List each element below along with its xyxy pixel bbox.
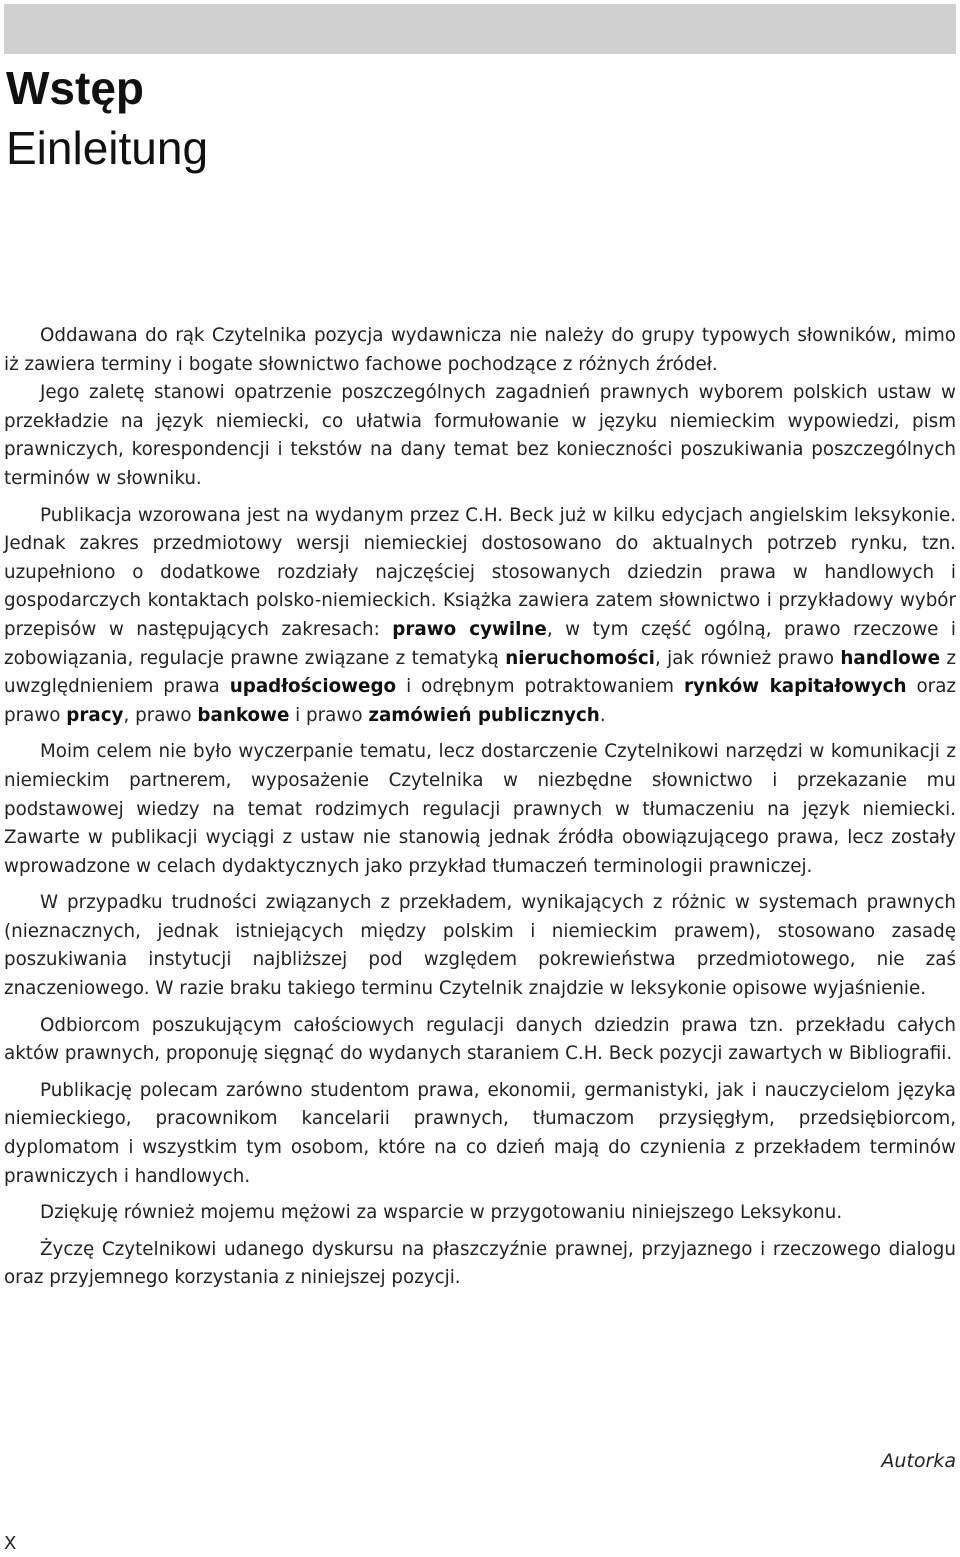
p3-bold-1: prawo cywilne [392, 618, 547, 640]
paragraph-1: Oddawana do rąk Czytelnika pozycja wydawnicza nie należy do grupy typowych słowników, mimo iż zawiera terminy i bogate słownictwo fachowe pochodzące z różnych źródeł. [4, 325, 956, 375]
p3-bold-4: upadłościowego [229, 676, 397, 698]
title-german: Einleitung [6, 122, 209, 174]
p3-bold-5: rynków kapitałowych [683, 676, 907, 698]
body-text [4, 322, 956, 1293]
page-number: X [4, 1533, 17, 1554]
paragraph-9: Życzę Czytelnikowi udanego dyskursu na płaszczyźnie prawnej, przyjaznego i rzeczowego dialogu oraz przyjemnego korzystania z niniejszej pozycji. [4, 1238, 956, 1289]
p3-text-6: oraz prawo [4, 676, 956, 726]
title-polish: Wstęp [6, 62, 144, 114]
p3-text-4: z uwzględnieniem prawa [4, 647, 956, 698]
p3-bold-3: handlowe [840, 647, 940, 669]
p3-text-2: , w tym część ogólną, prawo rzeczowe i zobowiązania, regulacje prawne związane z tematyką [4, 618, 957, 669]
p3-text-8: i prawo [289, 704, 369, 726]
paragraph-8: Dziękuję również mojemu mężowi za wsparcie w przygotowaniu niniejszego Leksykonu. [40, 1202, 843, 1224]
p3-bold-2: nieruchomości [505, 647, 655, 669]
paragraph-7: Publikację polecam zarówno studentom prawa, ekonomii, germanistyki, jak i nauczycielom języka niemieckiego, pracownikom kancelarii prawnych, tłumaczom przysięgłym, przedsiębiorcom, dyplomatom i wszystkim tym osobom, które na co dzień mają do czynienia z przekładem terminów prawniczych i handlowych. [4, 1079, 956, 1187]
paragraph-2: Jego zaletę stanowi opatrzenie poszczególnych zagadnień prawnych wyborem polskich ustaw w przekładzie na język niemiecki, co ułatwia formułowanie w języku niemieckim wypowiedzi, pism prawniczych, korespondencji i tekstów na dany temat bez konieczności poszukiwania poszczególnych terminów w słowniku. [4, 382, 956, 489]
p3-bold-6: pracy [66, 704, 124, 726]
author-signature: Autorka [881, 1450, 956, 1472]
paragraph-4: Moim celem nie było wyczerpanie tematu, lecz dostarczenie Czytelnikowi narzędzi w komunikacji z niemieckim partnerem, wyposażenie Czytelnika w niezbędne słownictwo i przekazanie mu podstawowej wiedzy na temat rodzimych regulacji prawnych w tłumaczeniu na język niemiecki. Zawarte w publikacji wyciągi z ustaw nie stanowią jednak źródła obowiązującego prawa, lecz zostały wprowadzone w celach dydaktycznych jako przykład tłumaczeń terminologii prawniczej. [4, 741, 956, 877]
header-band [4, 4, 956, 54]
p3-bold-7: bankowe [197, 704, 290, 726]
p3-text-1: Publikacja wzorowana jest na wydanym przez C.H. Beck już w kilku edycjach angielskim leksykonie. Jednak zakres przedmiotowy wersji niemieckiej dostosowano do aktualnych potrzeb rynku, tzn. uzupełniono o dodatkowe rozdziały najczęściej stosowanych dziedzin prawa w handlowych i gospodarczych kontaktach polsko-niemieckich. Książka zawiera zatem słownictwo i przykładowy wybór przepisów w następujących zakresach: [4, 504, 956, 640]
paragraph-3 [4, 502, 956, 731]
p3-text-5: i odrębnym potraktowaniem [396, 676, 684, 698]
p3-text-9: . [599, 704, 606, 726]
p3-bold-8: zamówień publicznych [368, 704, 600, 726]
paragraph-6: Odbiorcom poszukującym całościowych regulacji danych dziedzin prawa tzn. przekładu całych aktów prawnych, proponuję sięgnąć do wydanych staraniem C.H. Beck pozycji zawartych w Bibliografii. [4, 1014, 956, 1065]
paragraph-5: W przypadku trudności związanych z przekładem, wynikających z różnic w systemach prawnych (nieznacznych, jednak istniejących między polskim i niemieckim prawem), stosowano zasadę poszukiwania instytucji najbliższej pod względem pokrewieństwa przedmiotowego, nie zaś znaczeniowego. W razie braku takiego terminu Czytelnik znajdzie w leksykonie opisowe wyjaśnienie. [4, 892, 956, 1000]
p3-text-3: , jak również prawo [654, 647, 841, 669]
page-heading [6, 58, 208, 178]
p3-text-7: , prawo [123, 704, 198, 726]
